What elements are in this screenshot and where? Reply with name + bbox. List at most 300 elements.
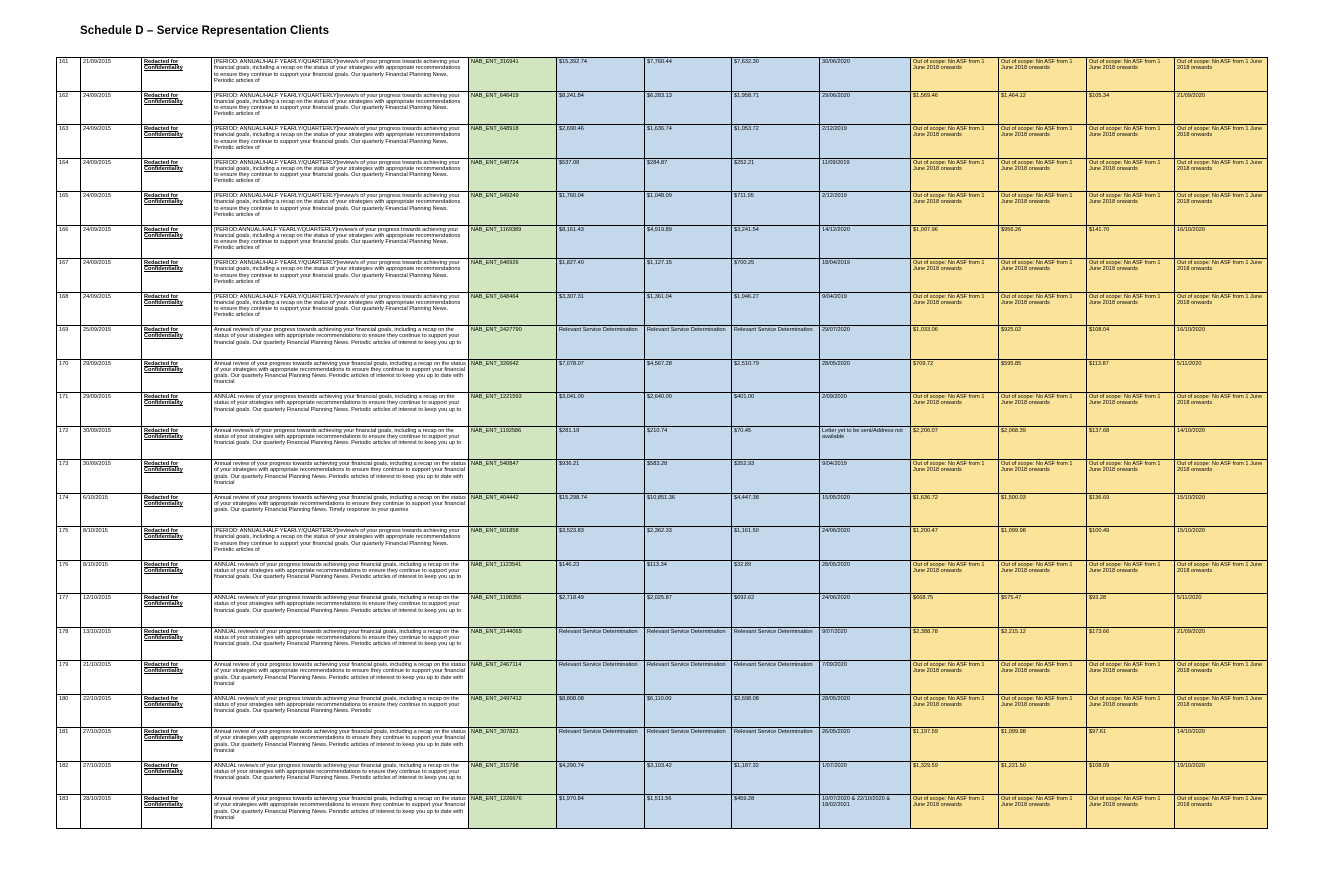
action-date-cell xyxy=(820,426,911,460)
action-date-cell xyxy=(820,560,911,594)
client-name-cell xyxy=(142,527,212,561)
table-row xyxy=(57,359,1268,393)
asf-total-cell xyxy=(911,493,999,527)
service-date-cell xyxy=(81,91,142,125)
asf-a-cell xyxy=(999,761,1087,795)
amount-a: $1,361.04 xyxy=(647,293,672,300)
service-description-cell xyxy=(212,761,469,795)
asf-a-cell xyxy=(999,661,1087,695)
action-date: 18/04/2019 xyxy=(822,260,850,266)
row-number-cell xyxy=(57,761,81,795)
service-date: 27/10/2015 xyxy=(83,729,111,735)
row-number-cell xyxy=(57,158,81,192)
service-date-cell xyxy=(81,125,142,159)
asf-total: Out of scope: No ASF from 1 June 2018 onwards xyxy=(913,293,985,306)
asf-a-cell xyxy=(999,527,1087,561)
service-description-cell xyxy=(212,728,469,762)
amount-total-cell xyxy=(557,326,645,360)
asf-date: 16/10/2020 xyxy=(1177,226,1205,233)
entity-id: NAB_ENT_315798 xyxy=(471,762,519,769)
asf-a-cell xyxy=(999,393,1087,427)
service-date: 24/09/2015 xyxy=(83,159,111,166)
service-date: 25/09/2015 xyxy=(83,327,111,333)
asf-date-cell xyxy=(1175,527,1268,561)
entity-id-cell xyxy=(469,426,557,460)
asf-a-cell xyxy=(999,460,1087,494)
entity-id-cell xyxy=(469,225,557,259)
amount-b-cell xyxy=(732,393,820,427)
asf-b-cell xyxy=(1087,661,1175,695)
row-number: 180 xyxy=(59,695,69,702)
asf-total: $1,097.96 xyxy=(913,226,938,233)
entity-id-cell xyxy=(469,326,557,360)
service-date-cell xyxy=(81,661,142,695)
table-row xyxy=(57,393,1268,427)
asf-b-cell xyxy=(1087,158,1175,192)
action-date: 29/07/2020 xyxy=(822,327,850,333)
client-name-cell xyxy=(142,661,212,695)
action-date: 28/05/2020 xyxy=(822,360,850,367)
amount-b-cell xyxy=(732,728,820,762)
client-name-cell xyxy=(142,627,212,661)
service-description: [PERIOD: ANNUAL/HALF YEARLY/QUARTERLY]review/s of your progress towards achieving your financial goals, including a recap on the status of your strategies with appropriate recommendations to ensure they continue to support your financial goals. Our quarterly Financial Planning News. Periodic articles of xyxy=(214,59,461,84)
row-number-cell xyxy=(57,460,81,494)
amount-total: $4,290.74 xyxy=(559,762,584,769)
asf-a-cell xyxy=(999,259,1087,293)
amount-b: $1,161.50 xyxy=(734,528,759,534)
entity-id-cell xyxy=(469,259,557,293)
asf-total: Out of scope: No ASF from 1 June 2018 onwards xyxy=(913,126,985,139)
amount-a-cell xyxy=(645,527,732,561)
asf-total-cell xyxy=(911,259,999,293)
asf-date-cell xyxy=(1175,627,1268,661)
action-date: 30/06/2020 xyxy=(822,59,850,65)
amount-a-cell xyxy=(645,125,732,159)
asf-total: Out of scope: No ASF from 1 June 2018 onwards xyxy=(913,394,985,407)
asf-b: Out of scope: No ASF from 1 June 2018 onwards xyxy=(1089,461,1161,474)
action-date-cell xyxy=(820,225,911,259)
service-description: Annual review of your progress towards achieving your financial goals, including a recap on the status of your strategies with appropriate recommendations to ensure they continue to support your financial goals. Our quarterly Financial Planning News. Periodic articles of interest to keep you up to date with financial xyxy=(214,729,466,754)
asf-total: $1,569.46 xyxy=(913,92,938,99)
asf-a: Out of scope: No ASF from 1 June 2018 onwards xyxy=(1001,796,1073,809)
action-date: 10/07/2020 & 22/10/2020 & 18/02/2021 xyxy=(822,796,891,809)
asf-b-cell xyxy=(1087,594,1175,628)
action-date-cell xyxy=(820,326,911,360)
amount-b: $1,946.27 xyxy=(734,293,759,300)
client-name-cell xyxy=(142,292,212,326)
amount-a-cell xyxy=(645,292,732,326)
amount-b: $401.00 xyxy=(734,394,755,400)
client-name-cell xyxy=(142,393,212,427)
entity-id-cell xyxy=(469,493,557,527)
service-description: Annual review/s of your progress towards achieving your financial goals, including a recap on the status of your strategies with appropriate recommendations to ensure they continue to support your financial goals. Our quarterly Financial Planning News. Periodic articles of interest to keep you up to xyxy=(214,427,462,447)
service-date-cell xyxy=(81,795,142,829)
amount-b: $692.62 xyxy=(734,595,755,601)
asf-a-cell xyxy=(999,158,1087,192)
amount-total: $146.23 xyxy=(559,561,580,568)
entity-id: NAB_ENT_326642 xyxy=(471,360,519,367)
row-number: 178 xyxy=(59,628,69,635)
amount-total-cell xyxy=(557,426,645,460)
table-row xyxy=(57,225,1268,259)
service-date: 24/09/2015 xyxy=(83,260,111,266)
entity-id-cell xyxy=(469,192,557,226)
amount-total: $3,523.83 xyxy=(559,528,584,534)
asf-date: Out of scope: No ASF from 1 June 2018 onwards xyxy=(1177,394,1263,407)
amount-a: $2,640.00 xyxy=(647,394,672,400)
asf-total-cell xyxy=(911,125,999,159)
action-date: 1/07/2020 xyxy=(822,762,847,769)
entity-id-cell xyxy=(469,795,557,829)
amount-total: $2,690.46 xyxy=(559,126,584,132)
service-description: Annual review of your progress towards achieving your financial goals, including a recap on the status of your strategies with appropriate recommendations to ensure they continue to support your financial goals. Our quarterly Financial Planning News. Periodic articles of interest to keep you up to date with financial xyxy=(214,662,466,687)
asf-a-cell xyxy=(999,627,1087,661)
amount-b-cell xyxy=(732,527,820,561)
amount-b-cell xyxy=(732,326,820,360)
row-number: 182 xyxy=(59,762,69,769)
amount-b-cell xyxy=(732,225,820,259)
entity-id: NAB_ENT_2497412 xyxy=(471,695,522,702)
amount-b: $2,698.08 xyxy=(734,695,759,702)
amount-total-cell xyxy=(557,58,645,92)
asf-date-cell xyxy=(1175,594,1268,628)
amount-total: $537.08 xyxy=(559,159,580,166)
asf-a: $2,215.12 xyxy=(1001,628,1026,635)
row-number: 174 xyxy=(59,494,69,501)
asf-date-cell xyxy=(1175,58,1268,92)
action-date-cell xyxy=(820,91,911,125)
amount-a: $1,636.74 xyxy=(647,126,672,132)
row-number: 172 xyxy=(59,427,69,434)
client-name-cell xyxy=(142,158,212,192)
amount-total: $8,808.08 xyxy=(559,695,584,702)
service-date: 22/10/2015 xyxy=(83,695,111,702)
asf-date: Out of scope: No ASF from 1 June 2018 onwards xyxy=(1177,260,1263,273)
asf-total: Out of scope: No ASF from 1 June 2018 onwards xyxy=(913,561,985,574)
service-description: ANNUAL review/s of your progress towards achieving your financial goals, including a recap on the status of your strategies with appropriate recommendations to ensure they continue to support your financial goals. Our quarterly Financial Planning News. Periodic xyxy=(214,695,460,715)
asf-b-cell xyxy=(1087,728,1175,762)
amount-total-cell xyxy=(557,527,645,561)
asf-b-cell xyxy=(1087,192,1175,226)
service-description-cell xyxy=(212,627,469,661)
service-description-cell xyxy=(212,661,469,695)
client-name-cell xyxy=(142,426,212,460)
asf-total: $1,329.59 xyxy=(913,762,938,769)
client-name: Redacted for Confidentiality xyxy=(144,461,183,474)
row-number-cell xyxy=(57,192,81,226)
row-number: 177 xyxy=(59,595,69,601)
amount-total: Relevant Service Determination xyxy=(559,729,638,735)
asf-b-cell xyxy=(1087,527,1175,561)
client-name: Redacted for Confidentiality xyxy=(144,427,183,440)
amount-total-cell xyxy=(557,192,645,226)
asf-a-cell xyxy=(999,58,1087,92)
amount-b-cell xyxy=(732,292,820,326)
row-number: 165 xyxy=(59,193,69,199)
amount-b-cell xyxy=(732,795,820,829)
service-description-cell xyxy=(212,91,469,125)
service-description-cell xyxy=(212,493,469,527)
client-name-cell xyxy=(142,594,212,628)
amount-a-cell xyxy=(645,627,732,661)
asf-b: $136.69 xyxy=(1089,494,1110,501)
service-date: 8/10/2015 xyxy=(83,528,108,534)
action-date-cell xyxy=(820,292,911,326)
table-row xyxy=(57,493,1268,527)
table-row xyxy=(57,761,1268,795)
amount-total-cell xyxy=(557,91,645,125)
table-row xyxy=(57,426,1268,460)
asf-total: Out of scope: No ASF from 1 June 2018 onwards xyxy=(913,193,985,206)
row-number-cell xyxy=(57,728,81,762)
service-date-cell xyxy=(81,694,142,728)
amount-a: $4,919.89 xyxy=(647,226,672,233)
row-number-cell xyxy=(57,661,81,695)
asf-a-cell xyxy=(999,560,1087,594)
asf-b-cell xyxy=(1087,259,1175,293)
asf-b: Out of scope: No ASF from 1 June 2018 onwards xyxy=(1089,260,1161,273)
row-number-cell xyxy=(57,594,81,628)
amount-a-cell xyxy=(645,694,732,728)
service-description-cell xyxy=(212,560,469,594)
asf-b-cell xyxy=(1087,326,1175,360)
amount-total: Relevant Service Determination xyxy=(559,662,638,668)
client-name-cell xyxy=(142,326,212,360)
asf-b-cell xyxy=(1087,694,1175,728)
entity-id-cell xyxy=(469,359,557,393)
client-name: Redacted for Confidentiality xyxy=(144,494,183,507)
table-row xyxy=(57,694,1268,728)
asf-b-cell xyxy=(1087,58,1175,92)
asf-total: Out of scope: No ASF from 1 June 2018 onwards xyxy=(913,796,985,809)
asf-date: Out of scope: No ASF from 1 June 2018 onwards xyxy=(1177,126,1263,139)
entity-id: NAB_ENT_646419 xyxy=(471,92,519,99)
asf-date-cell xyxy=(1175,91,1268,125)
client-name: Redacted for Confidentiality xyxy=(144,394,183,407)
service-date-cell xyxy=(81,627,142,661)
service-description-cell xyxy=(212,393,469,427)
service-date-cell xyxy=(81,527,142,561)
amount-a-cell xyxy=(645,795,732,829)
asf-date-cell xyxy=(1175,393,1268,427)
amount-b: $711.95 xyxy=(734,193,754,199)
asf-date: Out of scope: No ASF from 1 June 2018 onwards xyxy=(1177,695,1263,708)
asf-b-cell xyxy=(1087,426,1175,460)
asf-a-cell xyxy=(999,359,1087,393)
row-number: 162 xyxy=(59,92,69,99)
client-name-cell xyxy=(142,795,212,829)
asf-b-cell xyxy=(1087,761,1175,795)
client-name: Redacted for Confidentiality xyxy=(144,327,183,340)
client-name: Redacted for Confidentiality xyxy=(144,92,183,105)
asf-total-cell xyxy=(911,292,999,326)
service-description: [PERIOD: ANNUAL/HALF YEARLY/QUARTERLY]review/s of your progress towards achieving your financial goals, including a recap on the status of your strategies with appropriate recommendations to ensure they continue to support your financial goals. Our quarterly Financial Planning News. Periodic articles of xyxy=(214,293,461,319)
amount-b-cell xyxy=(732,594,820,628)
client-name: Redacted for Confidentiality xyxy=(144,628,183,641)
asf-a: Out of scope: No ASF from 1 June 2018 onwards xyxy=(1001,293,1073,306)
asf-a: Out of scope: No ASF from 1 June 2018 onwards xyxy=(1001,695,1073,708)
asf-date-cell xyxy=(1175,426,1268,460)
service-description-cell xyxy=(212,292,469,326)
asf-date: 15/10/2020 xyxy=(1177,494,1205,501)
amount-total: $15,298.74 xyxy=(559,494,587,501)
amount-a-cell xyxy=(645,761,732,795)
entity-id: NAB_ENT_2467114 xyxy=(471,662,522,668)
asf-date-cell xyxy=(1175,795,1268,829)
client-name: Redacted for Confidentiality xyxy=(144,159,183,172)
table-row xyxy=(57,728,1268,762)
amount-total: Relevant Service Determination xyxy=(559,327,638,333)
row-number: 163 xyxy=(59,126,69,132)
asf-total: $1,200.47 xyxy=(913,528,938,534)
action-date-cell xyxy=(820,158,911,192)
asf-a-cell xyxy=(999,192,1087,226)
row-number: 176 xyxy=(59,561,69,568)
asf-total: $1,033.06 xyxy=(913,327,938,333)
asf-date-cell xyxy=(1175,694,1268,728)
service-date: 24/09/2015 xyxy=(83,92,111,99)
asf-date: Out of scope: No ASF from 1 June 2018 onwards xyxy=(1177,159,1263,172)
asf-b: Out of scope: No ASF from 1 June 2018 onwards xyxy=(1089,695,1161,708)
asf-total-cell xyxy=(911,728,999,762)
service-date-cell xyxy=(81,259,142,293)
asf-b: $108.09 xyxy=(1089,762,1110,769)
amount-total-cell xyxy=(557,627,645,661)
client-name-cell xyxy=(142,125,212,159)
amount-a: $4,567.28 xyxy=(647,360,672,367)
amount-a: $284.87 xyxy=(647,159,668,166)
entity-id: NAB_ENT_649249 xyxy=(471,193,519,199)
service-date: 24/09/2015 xyxy=(83,193,111,199)
amount-b: $459.28 xyxy=(734,796,755,802)
asf-date: 19/10/2020 xyxy=(1177,762,1205,769)
action-date-cell xyxy=(820,527,911,561)
asf-a: Out of scope: No ASF from 1 June 2018 onwards xyxy=(1001,394,1073,407)
asf-b: $113.87 xyxy=(1089,360,1109,367)
amount-a-cell xyxy=(645,594,732,628)
action-date: 2/09/2020 xyxy=(822,394,847,400)
asf-a: Out of scope: No ASF from 1 June 2018 onwards xyxy=(1001,159,1073,172)
table-row xyxy=(57,560,1268,594)
amount-b: $32.89 xyxy=(734,561,752,568)
service-date: 21/10/2015 xyxy=(83,662,111,668)
asf-b-cell xyxy=(1087,125,1175,159)
asf-total-cell xyxy=(911,795,999,829)
asf-date: 5/11/2020 xyxy=(1177,360,1202,367)
asf-date-cell xyxy=(1175,661,1268,695)
entity-id-cell xyxy=(469,125,557,159)
amount-b: $1,187.32 xyxy=(734,762,759,769)
amount-a: Relevant Service Determination xyxy=(647,729,726,735)
asf-b: $108.04 xyxy=(1089,327,1110,333)
row-number: 164 xyxy=(59,159,69,166)
amount-a-cell xyxy=(645,661,732,695)
action-date: 7/09/2020 xyxy=(822,662,847,668)
table-row xyxy=(57,527,1268,561)
table-row xyxy=(57,91,1268,125)
asf-date-cell xyxy=(1175,493,1268,527)
asf-b-cell xyxy=(1087,627,1175,661)
service-date-cell xyxy=(81,761,142,795)
amount-total-cell xyxy=(557,594,645,628)
row-number: 173 xyxy=(59,461,69,467)
entity-id-cell xyxy=(469,560,557,594)
amount-b: $4,447.38 xyxy=(734,494,759,501)
service-date: 6/10/2015 xyxy=(83,494,108,501)
service-description-cell xyxy=(212,527,469,561)
asf-b: Out of scope: No ASF from 1 June 2018 onwards xyxy=(1089,293,1161,306)
amount-total: $936.21 xyxy=(559,461,580,467)
service-description: ANNUAL review/s of your progress towards achieving your financial goals, including a recap on the status of your strategies with appropriate recommendations to ensure they continue to support your financial goals. Our quarterly Financial Planning News. Periodic articles of interest to keep you up to xyxy=(214,595,462,614)
client-name-cell xyxy=(142,761,212,795)
amount-b: $1,053.72 xyxy=(734,126,759,132)
amount-b-cell xyxy=(732,359,820,393)
action-date-cell xyxy=(820,259,911,293)
action-date-cell xyxy=(820,493,911,527)
row-number: 171 xyxy=(59,394,69,400)
amount-a: $3,103.42 xyxy=(647,762,672,769)
asf-a-cell xyxy=(999,91,1087,125)
client-name-cell xyxy=(142,460,212,494)
row-number: 175 xyxy=(59,528,69,534)
entity-id: NAB_ENT_540847 xyxy=(471,461,519,467)
amount-a: $210.74 xyxy=(647,427,668,434)
asf-date: Out of scope: No ASF from 1 June 2018 onwards xyxy=(1177,561,1263,574)
asf-b-cell xyxy=(1087,393,1175,427)
asf-a: $925.02 xyxy=(1001,327,1022,333)
asf-date: Out of scope: No ASF from 1 June 2018 onwards xyxy=(1177,461,1263,474)
amount-a-cell xyxy=(645,58,732,92)
service-description-cell xyxy=(212,225,469,259)
entity-id: NAB_ENT_1192586 xyxy=(471,427,522,434)
amount-a: $1,511.56 xyxy=(647,796,672,802)
amount-b-cell xyxy=(732,761,820,795)
amount-b-cell xyxy=(732,560,820,594)
service-description-cell xyxy=(212,426,469,460)
service-date: 13/10/2015 xyxy=(83,628,111,635)
amount-a-cell xyxy=(645,560,732,594)
amount-a-cell xyxy=(645,493,732,527)
service-date-cell xyxy=(81,393,142,427)
asf-total: $709.72 xyxy=(913,360,934,367)
amount-total-cell xyxy=(557,728,645,762)
asf-b-cell xyxy=(1087,493,1175,527)
amount-a: $2,362.33 xyxy=(647,528,672,534)
amount-total: $1,760.04 xyxy=(559,193,584,199)
asf-a-cell xyxy=(999,292,1087,326)
entity-id: NAB_ENT_1221593 xyxy=(471,394,522,400)
service-date-cell xyxy=(81,594,142,628)
asf-b: Out of scope: No ASF from 1 June 2018 onwards xyxy=(1089,193,1161,206)
entity-id-cell xyxy=(469,661,557,695)
service-date-cell xyxy=(81,225,142,259)
amount-total: $3,307.31 xyxy=(559,293,584,300)
action-date: 24/06/2020 xyxy=(822,595,850,601)
action-date: 2/12/2019 xyxy=(822,193,847,199)
asf-date-cell xyxy=(1175,560,1268,594)
entity-id: NAB_ENT_648918 xyxy=(471,126,519,132)
row-number-cell xyxy=(57,393,81,427)
asf-a: $1,464.12 xyxy=(1001,92,1026,99)
service-description: Annual review of your progress towards achieving your financial goals, including a recap on the status of your strategies with appropriate recommendations to ensure they continue to support your financial goals. Our quarterly Financial Planning News. Periodic articles of interest to keep you up to date with financial xyxy=(214,796,466,821)
asf-a: $595.85 xyxy=(1001,360,1022,367)
action-date: 24/06/2020 xyxy=(822,528,850,534)
client-name: Redacted for Confidentiality xyxy=(144,59,183,72)
amount-total: $15,392.74 xyxy=(559,59,587,65)
amount-a: Relevant Service Determination xyxy=(647,662,726,668)
amount-a: Relevant Service Determination xyxy=(647,628,726,635)
action-date-cell xyxy=(820,795,911,829)
